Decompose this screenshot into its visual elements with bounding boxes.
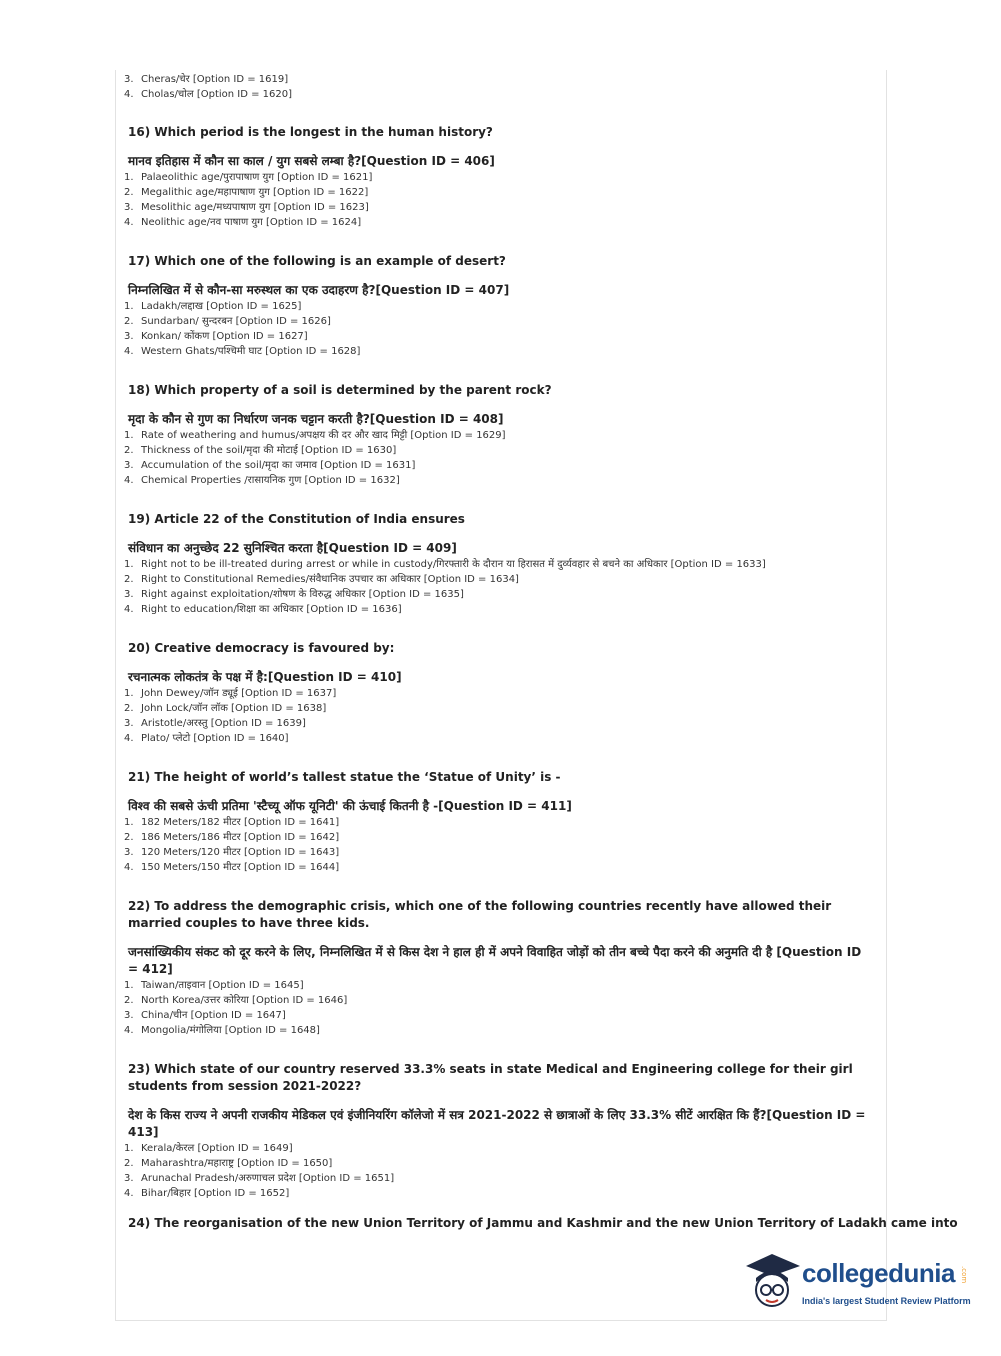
option-item (124, 1156, 869, 1171)
option-number: 1. (124, 817, 134, 828)
option-text: 186 Meters/186 मीटर [Option ID = 1642] (141, 832, 340, 843)
option-text: Aristotle/अरस्तु [Option ID = 1639] (141, 718, 306, 729)
option-item (124, 830, 869, 845)
question-hindi: रचनात्मक लोकतंत्र के पक्ष में है:[Question ID = 410] (128, 670, 402, 684)
question-block (124, 769, 869, 875)
option-item (124, 993, 869, 1008)
option-text: Right against exploitation/शोषण के विरुद्ध अधिकार [Option ID = 1635] (141, 589, 464, 600)
mascot-icon (742, 1252, 802, 1312)
option-text: Maharashtra/महाराष्ट्र [Option ID = 1650] (141, 1158, 333, 1169)
option-item (124, 443, 869, 458)
option-item (124, 716, 869, 731)
option-text: Chemical Properties /रासायनिक गुण [Option ID = 1632] (141, 475, 400, 486)
option-text: Western Ghats/पश्चिमी घाट [Option ID = 1628] (141, 346, 361, 357)
option-number: 4. (124, 1025, 134, 1036)
option-text: North Korea/उत्तर कोरिया [Option ID = 1646] (141, 995, 348, 1006)
option-number: 3. (124, 460, 134, 471)
option-number: 1. (124, 172, 134, 183)
question-list (124, 124, 869, 1201)
option-number: 2. (124, 703, 134, 714)
logo-tagline: India's largest Student Review Platform (802, 1296, 971, 1306)
option-text: Arunachal Pradesh/अरुणाचल प्रदेश [Option ID = 1651] (141, 1173, 395, 1184)
option-text: 182 Meters/182 मीटर [Option ID = 1641] (141, 817, 340, 828)
option-item (124, 587, 869, 602)
option-text: Ladakh/लद्दाख [Option ID = 1625] (141, 301, 302, 312)
option-item (124, 815, 869, 830)
option-list (124, 1141, 869, 1201)
option-text: Neolithic age/नव पाषाण युग [Option ID = 1624] (141, 217, 362, 228)
question-block (124, 1215, 958, 1232)
option-item (124, 87, 869, 102)
question-english: 19) Article 22 of the Constitution of India ensures (128, 512, 465, 526)
option-text: Mongolia/मंगोलिया [Option ID = 1648] (141, 1025, 320, 1036)
option-text: Bihar/बिहार [Option ID = 1652] (141, 1188, 290, 1199)
option-number: 2. (124, 995, 134, 1006)
option-number: 3. (124, 1010, 134, 1021)
option-number: 4. (124, 346, 134, 357)
option-text: John Dewey/जॉन ड्यूई [Option ID = 1637] (141, 688, 337, 699)
question-block (124, 382, 869, 488)
question-english: 24) The reorganisation of the new Union Territory of Jammu and Kashmir and the new Union Territory of Ladakh came into (128, 1216, 958, 1230)
option-text: Mesolithic age/मध्यपाषाण युग [Option ID = 1623] (141, 202, 369, 213)
option-text: Sundarban/ सुन्दरबन [Option ID = 1626] (141, 316, 331, 327)
option-item (124, 1186, 869, 1201)
option-text: Megalithic age/महापाषाण युग [Option ID = 1622] (141, 187, 369, 198)
option-item (124, 845, 869, 860)
option-item (124, 701, 869, 716)
option-number: 3. (124, 589, 134, 600)
option-item (124, 731, 869, 746)
question-hindi: जनसांख्यिकीय संकट को दूर करने के लिए, निम्नलिखित में से किस देश ने हाल ही में अपने विवाहित जोड़ों को तीन बच्चे पैदा करने की अनुमति दी है [Question ID = 412] (128, 945, 862, 976)
option-item (124, 978, 869, 993)
option-text: Right not to be ill-treated during arrest or while in custody/गिरफ्तारी के दौरान या हिरासत में दुर्व्यवहार से बचने का अधिकार [Option ID = 1633] (141, 559, 766, 570)
option-text: Rate of weathering and humus/अपक्षय की दर और खाद मिट्टी [Option ID = 1629] (141, 430, 506, 441)
option-item (124, 572, 869, 587)
question-english: 16) Which period is the longest in the human history? (128, 125, 493, 139)
option-number: 1. (124, 688, 134, 699)
option-text: John Lock/जॉन लॉक [Option ID = 1638] (141, 703, 327, 714)
option-number: 3. (124, 74, 134, 85)
option-text: Cheras/चेर [Option ID = 1619] (141, 74, 289, 85)
question-hindi: संविधान का अनुच्छेद 22 सुनिश्चित करता है[Question ID = 409] (128, 541, 457, 555)
question-hindi: मानव इतिहास में कौन सा काल / युग सबसे लम्बा है?[Question ID = 406] (128, 154, 495, 168)
question-hindi: देश के किस राज्य ने अपनी राजकीय मेडिकल एवं इंजीनियरिंग कॉलेजो में सत्र 2021-2022 से छात्राओं के लिए 33.3% सीटें आरक्षित कि हैं?[Question ID = 413] (128, 1108, 866, 1139)
option-number: 4. (124, 604, 134, 615)
question-block (124, 640, 869, 746)
option-text: Plato/ प्लेटो [Option ID = 1640] (141, 733, 289, 744)
option-number: 4. (124, 733, 134, 744)
option-text: Palaeolithic age/पुरापाषाण युग [Option ID = 1621] (141, 172, 373, 183)
option-number: 2. (124, 574, 134, 585)
option-number: 1. (124, 301, 134, 312)
option-text: 120 Meters/120 मीटर [Option ID = 1643] (141, 847, 340, 858)
question-block (124, 253, 869, 359)
question-english: 23) Which state of our country reserved 33.3% seats in state Medical and Engineering college for their girl students from session 2021-2022? (128, 1062, 853, 1093)
option-text: Thickness of the soil/मृदा की मोटाई [Option ID = 1630] (141, 445, 397, 456)
question-block (124, 511, 869, 617)
question-english: 20) Creative democracy is favoured by: (128, 641, 395, 655)
question-english: 17) Which one of the following is an example of desert? (128, 254, 506, 268)
option-item (124, 200, 869, 215)
option-item (124, 1023, 869, 1038)
option-number: 3. (124, 718, 134, 729)
option-list (124, 72, 869, 102)
option-number: 2. (124, 832, 134, 843)
option-item (124, 329, 869, 344)
option-number: 1. (124, 430, 134, 441)
option-text: Konkan/ कोंकण [Option ID = 1627] (141, 331, 308, 342)
option-list (124, 686, 869, 746)
option-list (124, 557, 869, 617)
option-item (124, 170, 869, 185)
question-hindi: मृदा के कौन से गुण का निर्धारण जनक चट्टान करती है?[Question ID = 408] (128, 412, 504, 426)
option-number: 3. (124, 331, 134, 342)
option-list (124, 299, 869, 359)
option-item (124, 185, 869, 200)
option-list (124, 170, 869, 230)
option-item (124, 314, 869, 329)
option-number: 4. (124, 217, 134, 228)
option-item (124, 1008, 869, 1023)
option-item (124, 458, 869, 473)
option-number: 3. (124, 847, 134, 858)
option-item (124, 686, 869, 701)
option-number: 4. (124, 862, 134, 873)
question-english: 22) To address the demographic crisis, which one of the following countries recently have allowed their married couples to have three kids. (128, 899, 832, 930)
option-list (124, 815, 869, 875)
option-number: 4. (124, 1188, 134, 1199)
option-item (124, 602, 869, 617)
option-list (124, 428, 869, 488)
collegedunia-logo (742, 1252, 972, 1314)
option-number: 3. (124, 1173, 134, 1184)
option-text: 150 Meters/150 मीटर [Option ID = 1644] (141, 862, 340, 873)
option-item (124, 860, 869, 875)
option-item (124, 1171, 869, 1186)
question-block (124, 898, 869, 1038)
option-text: Cholas/चोल [Option ID = 1620] (141, 89, 293, 100)
option-item (124, 1141, 869, 1156)
option-text: Right to Constitutional Remedies/संवैधानिक उपचार का अधिकार [Option ID = 1634] (141, 574, 519, 585)
option-number: 3. (124, 202, 134, 213)
option-number: 2. (124, 187, 134, 198)
option-item (124, 72, 869, 87)
option-number: 4. (124, 89, 134, 100)
option-text: Accumulation of the soil/मृदा का जमाव [Option ID = 1631] (141, 460, 416, 471)
option-number: 1. (124, 559, 134, 570)
logo-wordmark: collegedunia (802, 1258, 955, 1288)
option-text: China/चीन [Option ID = 1647] (141, 1010, 286, 1021)
option-number: 1. (124, 980, 134, 991)
option-item (124, 215, 869, 230)
option-number: 4. (124, 475, 134, 486)
option-text: Kerala/केरल [Option ID = 1649] (141, 1143, 293, 1154)
option-item (124, 299, 869, 314)
option-text: Right to education/शिक्षा का अधिकार [Option ID = 1636] (141, 604, 402, 615)
option-list (124, 978, 869, 1038)
question-block (124, 124, 869, 230)
option-number: 1. (124, 1143, 134, 1154)
logo-suffix: .com (960, 1266, 968, 1284)
question-english: 18) Which property of a soil is determined by the parent rock? (128, 383, 552, 397)
option-text: Taiwan/ताइवान [Option ID = 1645] (141, 980, 304, 991)
question-hindi: निम्नलिखित में से कौन-सा मरुस्थल का एक उदाहरण है?[Question ID = 407] (128, 283, 510, 297)
document-content (124, 72, 958, 1244)
option-item (124, 473, 869, 488)
option-item (124, 344, 869, 359)
option-item (124, 428, 869, 443)
question-english: 21) The height of world’s tallest statue the ‘Statue of Unity’ is - (128, 770, 561, 784)
option-number: 2. (124, 1158, 134, 1169)
question-hindi: विश्व की सबसे ऊंची प्रतिमा 'स्टैच्यू ऑफ यूनिटी' की ऊंचाई कितनी है -[Question ID = 411] (128, 799, 572, 813)
question-block (124, 1061, 869, 1201)
option-number: 2. (124, 316, 134, 327)
option-number: 2. (124, 445, 134, 456)
option-item (124, 557, 869, 572)
